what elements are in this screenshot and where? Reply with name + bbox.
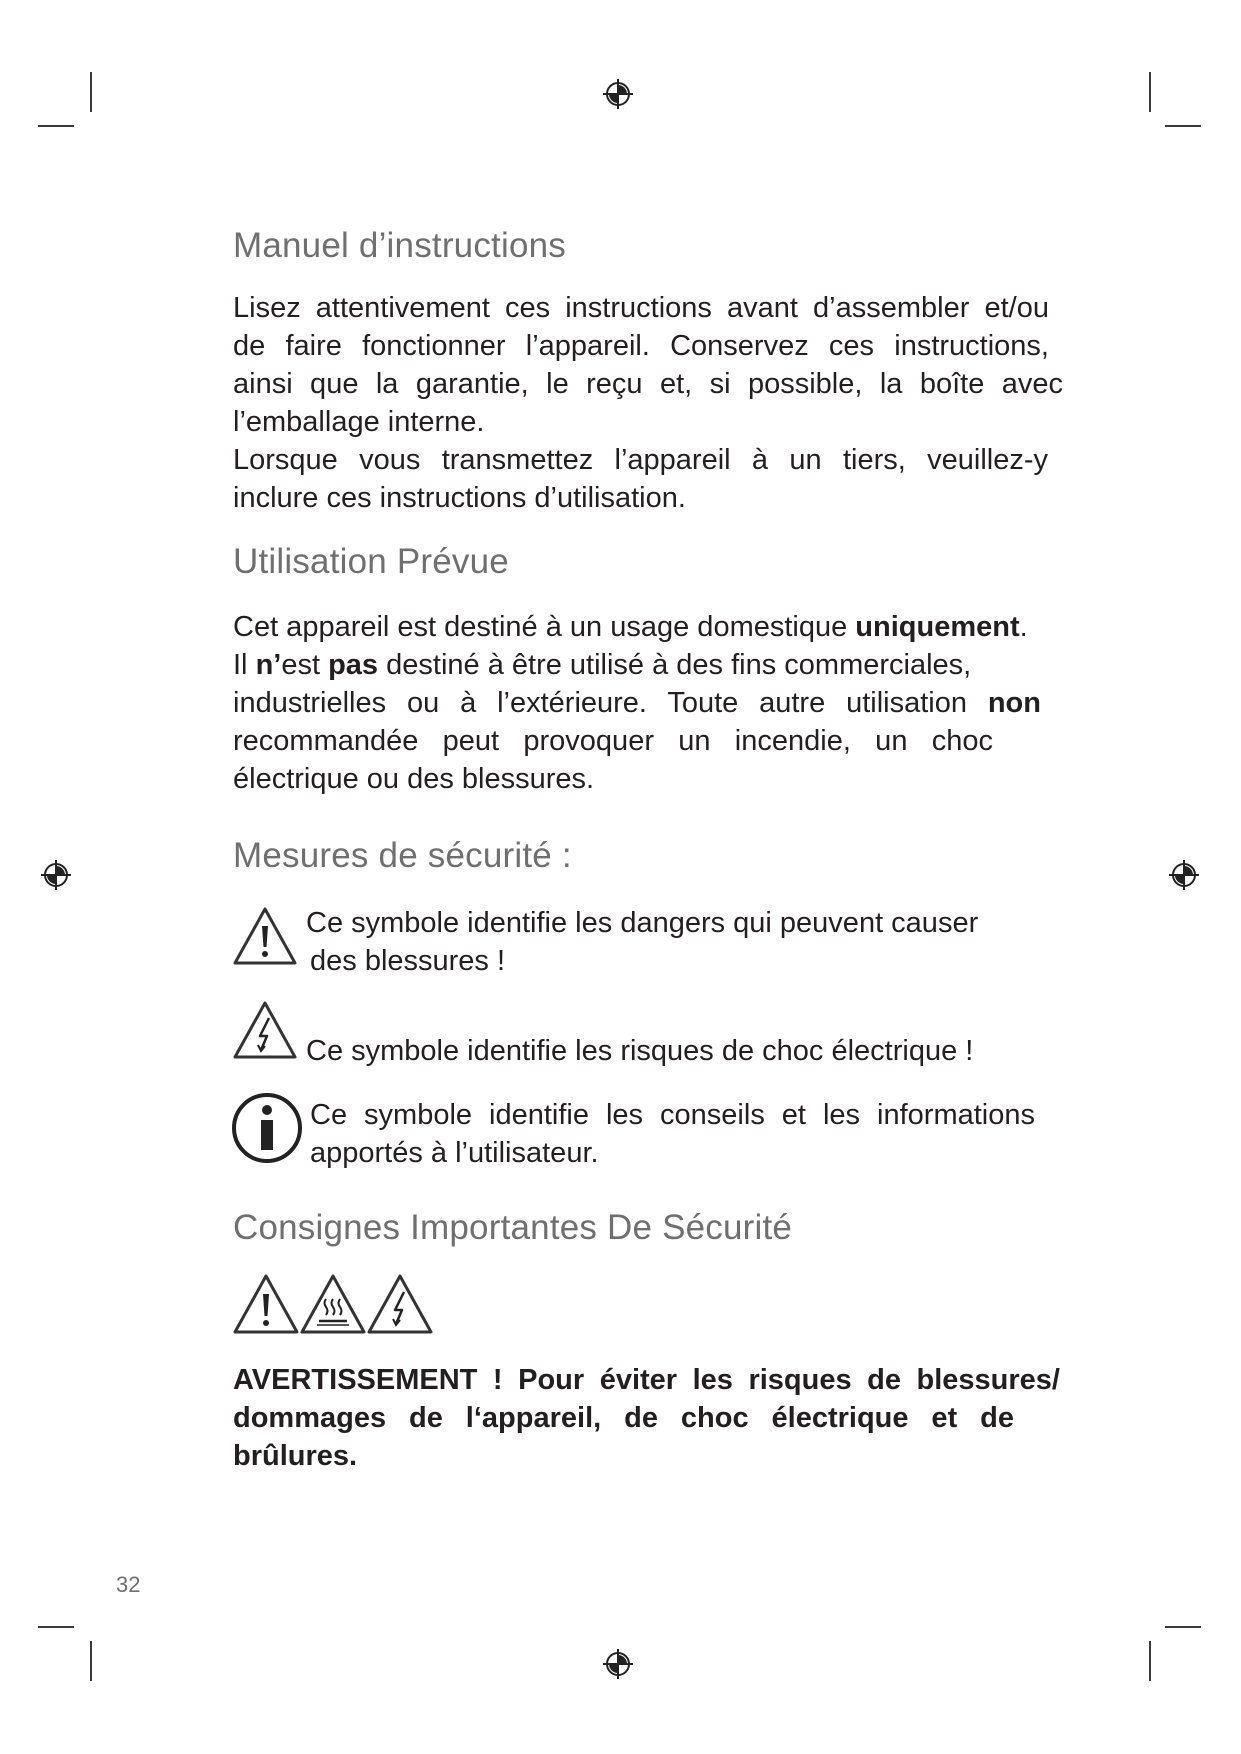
text-line: Ce symbole identifie les risques de choc électrique ! (306, 1035, 974, 1067)
text-line: Il n’est pas destiné à être utilisé à des fins commerciales, (233, 649, 972, 681)
crop-mark (38, 125, 74, 127)
warning-line: dommages de l‘appareil, de choc électrique et de (233, 1402, 1014, 1434)
usage-paragraph (233, 608, 1073, 798)
electric-shock-triangle-icon (232, 1000, 298, 1060)
section-heading-manual: Manuel d’instructions (233, 226, 566, 265)
info-symbol-text (310, 1096, 1035, 1172)
crop-mark (1149, 1641, 1151, 1681)
page-number: 32 (116, 1572, 141, 1597)
text-line: Ce symbole identifie les dangers qui peuvent causer (306, 907, 979, 939)
text-line: de faire fonctionner l’appareil. Conservez ces instructions, (233, 330, 1049, 362)
text-line: Lisez attentivement ces instructions avant d’assembler et/ou (233, 292, 1049, 324)
section-heading-important: Consignes Importantes De Sécurité (233, 1208, 793, 1247)
registration-mark-icon (602, 1648, 634, 1680)
warning-line: brûlures. (233, 1440, 358, 1472)
text-line: apportés à l’utilisateur. (310, 1137, 599, 1169)
warning-line: AVERTISSEMENT ! Pour éviter les risques de blessures/ (233, 1364, 1060, 1396)
text-line: électrique ou des blessures. (233, 763, 595, 795)
info-circle-icon (231, 1092, 303, 1164)
electric-symbol-text (306, 1032, 973, 1070)
warning-paragraph (233, 1361, 1063, 1475)
text-line: Ce symbole identifie les conseils et les informations (310, 1099, 1035, 1131)
crop-mark (1149, 72, 1151, 112)
section-heading-usage: Utilisation Prévue (233, 542, 509, 581)
crop-mark (1165, 1626, 1201, 1628)
text-line: inclure ces instructions d’utilisation. (233, 482, 686, 514)
crop-mark (38, 1626, 74, 1628)
danger-symbol-text (306, 904, 978, 980)
text-line: recommandée peut provoquer un incendie, un choc (233, 725, 993, 757)
registration-mark-icon (1168, 859, 1200, 891)
electric-shock-triangle-icon (366, 1273, 434, 1335)
crop-mark (90, 72, 92, 112)
text-line: Cet appareil est destiné à un usage domestique uniquement. (233, 611, 1028, 643)
warning-triangle-icon (232, 906, 298, 966)
crop-mark (1165, 125, 1201, 127)
section-heading-safety: Mesures de sécurité : (233, 836, 572, 875)
manual-paragraph (233, 289, 1063, 517)
warning-triangle-icon (232, 1273, 300, 1335)
text-line: Lorsque vous transmettez l’appareil à un tiers, veuillez-y (233, 444, 1048, 476)
hot-surface-triangle-icon (299, 1273, 367, 1335)
registration-mark-icon (602, 78, 634, 110)
text-line: ainsi que la garantie, le reçu et, si possible, la boîte avec (233, 368, 1063, 400)
text-line: l’emballage interne. (233, 406, 485, 438)
text-line: industrielles ou à l’extérieure. Toute autre utilisation non (233, 687, 1041, 719)
registration-mark-icon (40, 859, 72, 891)
crop-mark (90, 1641, 92, 1681)
text-line: des blessures ! (310, 945, 506, 977)
